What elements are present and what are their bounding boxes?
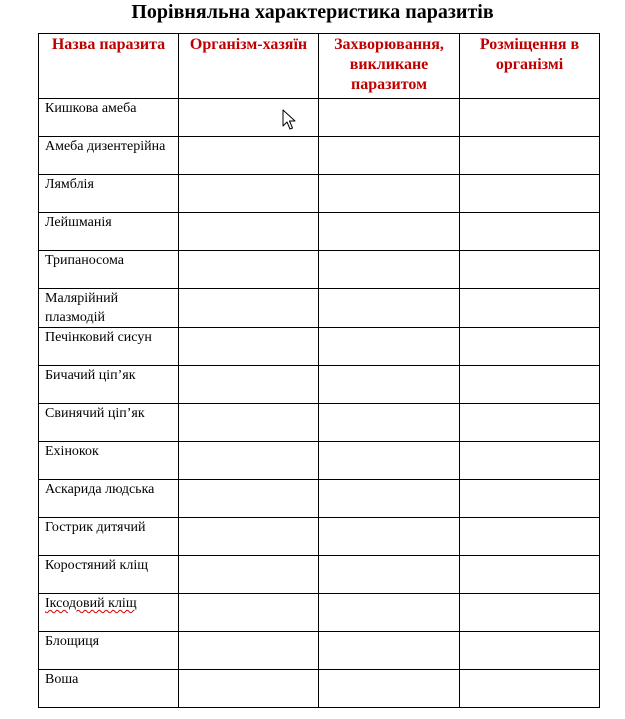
table-row	[39, 480, 600, 518]
parasite-name-cell: Коростяний кліщ	[39, 556, 179, 594]
parasite-name-cell: Ехінокок	[39, 442, 179, 480]
table-row	[39, 175, 600, 213]
table-row	[39, 594, 600, 632]
parasites-comparison-table	[38, 33, 600, 708]
location-cell[interactable]	[460, 366, 600, 404]
parasite-name-cell: Аскарида людська	[39, 480, 179, 518]
host-cell[interactable]	[179, 442, 319, 480]
location-cell[interactable]	[460, 251, 600, 289]
table-row	[39, 289, 600, 328]
disease-cell[interactable]	[319, 328, 460, 366]
location-cell[interactable]	[460, 99, 600, 137]
parasite-name-cell: Свинячий ціп’як	[39, 404, 179, 442]
parasite-name-cell: Трипаносома	[39, 251, 179, 289]
location-cell[interactable]	[460, 480, 600, 518]
parasite-name-cell: Лямблія	[39, 175, 179, 213]
host-cell[interactable]	[179, 556, 319, 594]
disease-cell[interactable]	[319, 480, 460, 518]
host-cell[interactable]	[179, 632, 319, 670]
header-disease: Захворювання, викликане паразитом	[319, 34, 460, 99]
location-cell[interactable]	[460, 328, 600, 366]
host-cell[interactable]	[179, 175, 319, 213]
parasite-name-cell: Лейшманія	[39, 213, 179, 251]
location-cell[interactable]	[460, 632, 600, 670]
disease-cell[interactable]	[319, 556, 460, 594]
host-cell[interactable]	[179, 404, 319, 442]
table-row	[39, 556, 600, 594]
table-row	[39, 442, 600, 480]
disease-cell[interactable]	[319, 137, 460, 175]
table-row	[39, 99, 600, 137]
table-row	[39, 632, 600, 670]
location-cell[interactable]	[460, 442, 600, 480]
disease-cell[interactable]	[319, 594, 460, 632]
parasite-name-cell: Печінковий сисун	[39, 328, 179, 366]
host-cell[interactable]	[179, 518, 319, 556]
host-cell[interactable]	[179, 594, 319, 632]
table-row	[39, 251, 600, 289]
location-cell[interactable]	[460, 670, 600, 708]
disease-cell[interactable]	[319, 213, 460, 251]
parasite-name-cell: Малярійний плазмодій	[39, 289, 179, 328]
disease-cell[interactable]	[319, 442, 460, 480]
location-cell[interactable]	[460, 556, 600, 594]
location-cell[interactable]	[460, 175, 600, 213]
disease-cell[interactable]	[319, 175, 460, 213]
header-location-in-body: Розміщення в організмі	[460, 34, 600, 99]
document-title: Порівняльна характеристика паразитів	[131, 1, 494, 23]
host-cell[interactable]	[179, 251, 319, 289]
host-cell[interactable]	[179, 366, 319, 404]
parasite-name-cell: Амеба дизентерійна	[39, 137, 179, 175]
location-cell[interactable]	[460, 594, 600, 632]
location-cell[interactable]	[460, 213, 600, 251]
host-cell[interactable]	[179, 99, 319, 137]
location-cell[interactable]	[460, 289, 600, 328]
host-cell[interactable]	[179, 137, 319, 175]
table-row	[39, 213, 600, 251]
table-row	[39, 518, 600, 556]
table-row	[39, 366, 600, 404]
disease-cell[interactable]	[319, 670, 460, 708]
host-cell[interactable]	[179, 328, 319, 366]
header-parasite-name: Назва паразита	[39, 34, 179, 99]
table-row	[39, 137, 600, 175]
mouse-pointer-icon	[282, 109, 296, 131]
disease-cell[interactable]	[319, 518, 460, 556]
table-row	[39, 404, 600, 442]
parasite-name-cell: Гострик дитячий	[39, 518, 179, 556]
disease-cell[interactable]	[319, 366, 460, 404]
disease-cell[interactable]	[319, 404, 460, 442]
header-host-organism: Організм-хазяїн	[179, 34, 319, 99]
location-cell[interactable]	[460, 518, 600, 556]
host-cell[interactable]	[179, 480, 319, 518]
disease-cell[interactable]	[319, 99, 460, 137]
parasite-name-cell: Кишкова амеба	[39, 99, 179, 137]
location-cell[interactable]	[460, 404, 600, 442]
parasite-name-cell	[39, 594, 179, 632]
host-cell[interactable]	[179, 213, 319, 251]
disease-cell[interactable]	[319, 632, 460, 670]
spellcheck-flagged-text: Іксодовий кліщ	[45, 596, 137, 611]
disease-cell[interactable]	[319, 251, 460, 289]
host-cell[interactable]	[179, 670, 319, 708]
host-cell[interactable]	[179, 289, 319, 328]
table-row	[39, 328, 600, 366]
parasite-name-cell: Бичачий ціп’як	[39, 366, 179, 404]
table-row	[39, 670, 600, 708]
location-cell[interactable]	[460, 137, 600, 175]
parasite-name-cell: Блощиця	[39, 632, 179, 670]
table-header-row	[39, 34, 600, 99]
parasite-name-cell: Воша	[39, 670, 179, 708]
disease-cell[interactable]	[319, 289, 460, 328]
